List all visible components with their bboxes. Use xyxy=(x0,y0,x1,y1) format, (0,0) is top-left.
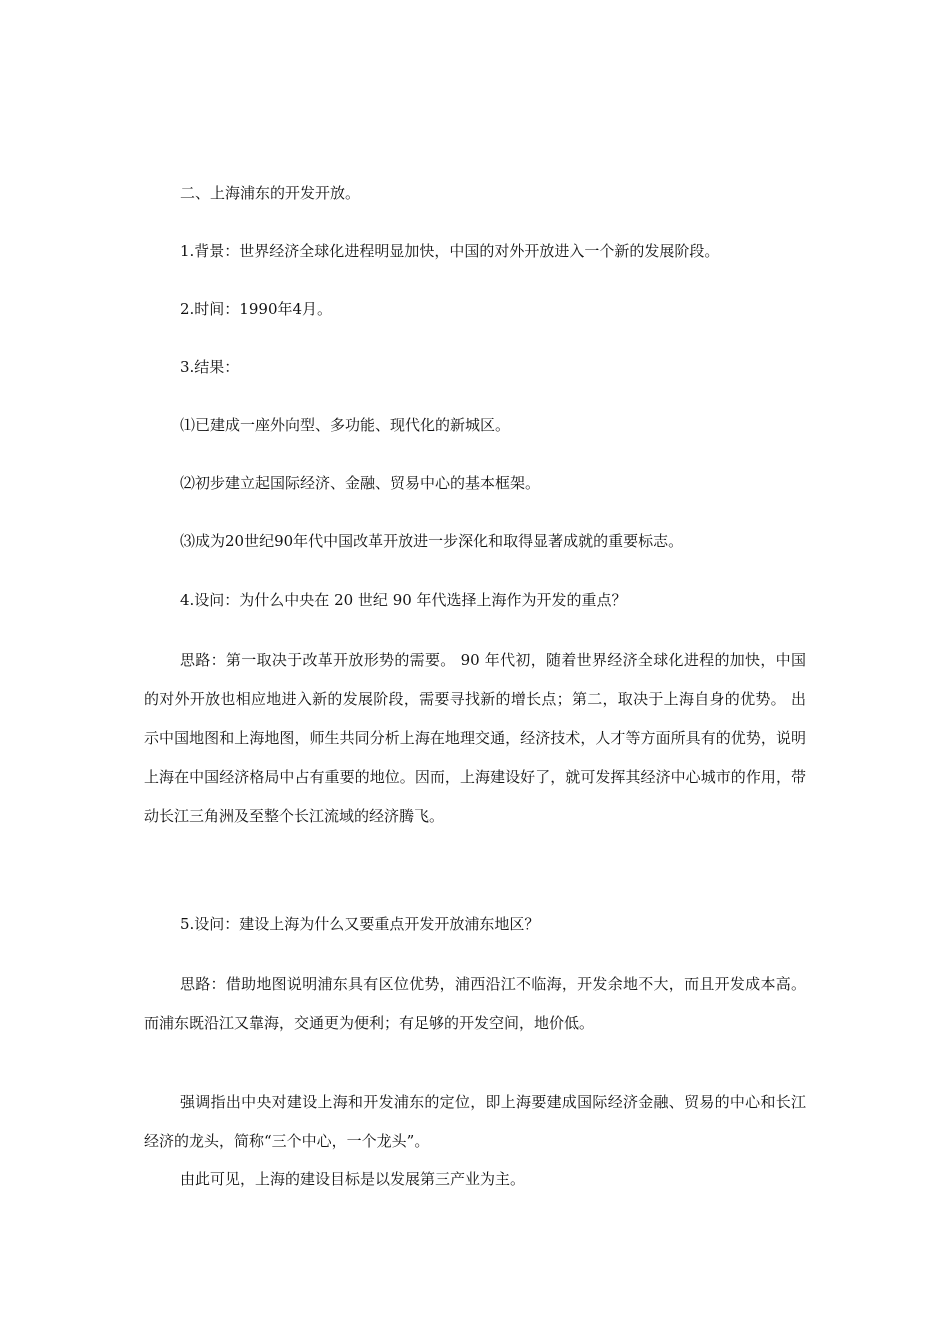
result-heading: 3.结果： xyxy=(180,358,240,376)
result-2: ⑵初步建立起国际经济、金融、贸易中心的基本框架。 xyxy=(180,474,541,492)
result-3: ⑶成为20世纪90年代中国改革开放进一步深化和取得显著成就的重要标志。 xyxy=(180,532,684,550)
section-heading: 二、上海浦东的开发开放。 xyxy=(180,184,361,202)
question-5: 5.设问：建设上海为什么又要重点开发开放浦东地区？ xyxy=(180,915,540,933)
time-item: 2.时间：1990年4月。 xyxy=(180,300,333,318)
background-item: 1.背景：世界经济全球化进程明显加快，中国的对外开放进入一个新的发展阶段。 xyxy=(180,242,720,260)
result-1: ⑴已建成一座外向型、多功能、现代化的新城区。 xyxy=(180,416,511,434)
conclusion: 由此可见，上海的建设目标是以发展第三产业为主。 xyxy=(180,1170,526,1188)
question-4: 4.设问：为什么中央在 20 世纪 90 年代选择上海作为开发的重点？ xyxy=(180,591,627,609)
thinking-paragraph-1: 思路：第一取决于改革开放形势的需要。 90 年代初，随着世界经济全球化进程的加快，中国的对外开放也相应地进入新的发展阶段，需要寻找新的增长点；第二，取决于上海自身的优势。 出示中国地图和上海地图，师生共同分析上海在地理交通，经济技术，人才等方面所具有的优势，说明上海在中国经济格局中占有重要的地位。因而，上海建设好了，就可发挥其经济中心城市的作用，带动长江三角洲及至整个长江流域的经济腾飞。 xyxy=(144,651,806,825)
thinking-paragraph-2: 思路：借助地图说明浦东具有区位优势，浦西沿江不临海，开发余地不大，而且开发成本高。而浦东既沿江又靠海，交通更为便利；有足够的开发空间，地价低。 xyxy=(144,975,806,1032)
emphasis-paragraph: 强调指出中央对建设上海和开发浦东的定位，即上海要建成国际经济金融、贸易的中心和长江经济的龙头，简称“三个中心，一个龙头”。 xyxy=(144,1093,806,1150)
